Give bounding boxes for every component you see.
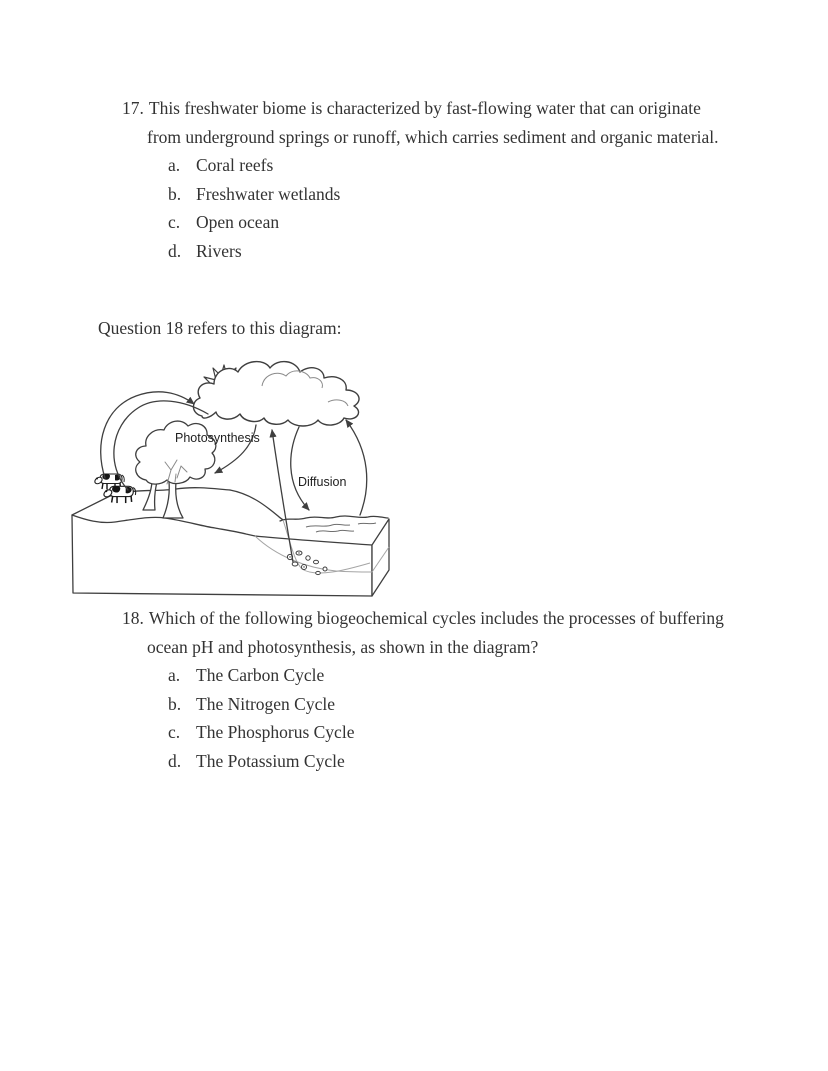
option-letter: c.	[168, 212, 181, 232]
option-letter: c.	[168, 722, 181, 742]
option-letter: b.	[168, 693, 182, 714]
question-number: 18.	[122, 608, 144, 628]
diffusion-down-arrow	[291, 427, 309, 510]
option-text: Freshwater wetlands	[196, 183, 341, 204]
back-left-edge	[72, 496, 110, 515]
option-row	[168, 718, 732, 747]
option-text: The Potassium Cycle	[196, 750, 345, 771]
question-text: This freshwater biome is characterized by fast-flowing water that can originate from underground springs or runoff, which carries sediment and organic material.	[147, 98, 719, 147]
tree-trunk-main	[163, 482, 183, 518]
option-row	[168, 747, 732, 776]
option-text: The Phosphorus Cycle	[196, 722, 355, 742]
question-text: Which of the following biogeochemical cycles includes the processes of buffering ocean pH and photosynthesis, as shown in the diagram?	[147, 608, 724, 657]
option-text: Rivers	[196, 240, 242, 261]
diffusion-up-arrow	[346, 420, 367, 515]
option-letter: a.	[168, 665, 181, 685]
photosynthesis-label: Photosynthesis	[175, 431, 260, 445]
question-17	[122, 94, 722, 265]
question-17-text-block	[122, 94, 722, 151]
block-front-face	[72, 515, 372, 596]
cows-shape	[94, 474, 136, 503]
question-number: 17.	[122, 98, 144, 118]
option-text: The Carbon Cycle	[196, 665, 325, 685]
diffusion-label: Diffusion	[298, 475, 347, 489]
option-letter: b.	[168, 183, 182, 204]
waterline	[280, 516, 388, 521]
option-row	[168, 690, 732, 719]
diagram-caption: Question 18 refers to this diagram:	[98, 318, 342, 338]
question-17-options	[122, 151, 722, 265]
option-letter: a.	[168, 155, 181, 175]
option-row	[168, 661, 732, 690]
question-18	[122, 604, 732, 775]
option-row	[168, 208, 722, 237]
ocean-water	[306, 523, 376, 532]
question-18-options	[122, 661, 732, 775]
option-letter: d.	[168, 240, 182, 261]
question-18-text-block	[122, 604, 732, 661]
option-text: The Nitrogen Cycle	[196, 693, 335, 714]
option-row	[168, 237, 722, 266]
option-row	[168, 151, 722, 180]
cloud-shape	[193, 362, 359, 426]
option-text: Coral reefs	[196, 155, 274, 175]
option-text: Open ocean	[196, 212, 280, 232]
block-right-face	[372, 519, 389, 596]
basin-slope	[230, 490, 283, 520]
option-letter: d.	[168, 750, 182, 771]
land-block	[72, 488, 389, 596]
carbon-cycle-diagram	[66, 356, 396, 602]
option-row	[168, 180, 722, 209]
